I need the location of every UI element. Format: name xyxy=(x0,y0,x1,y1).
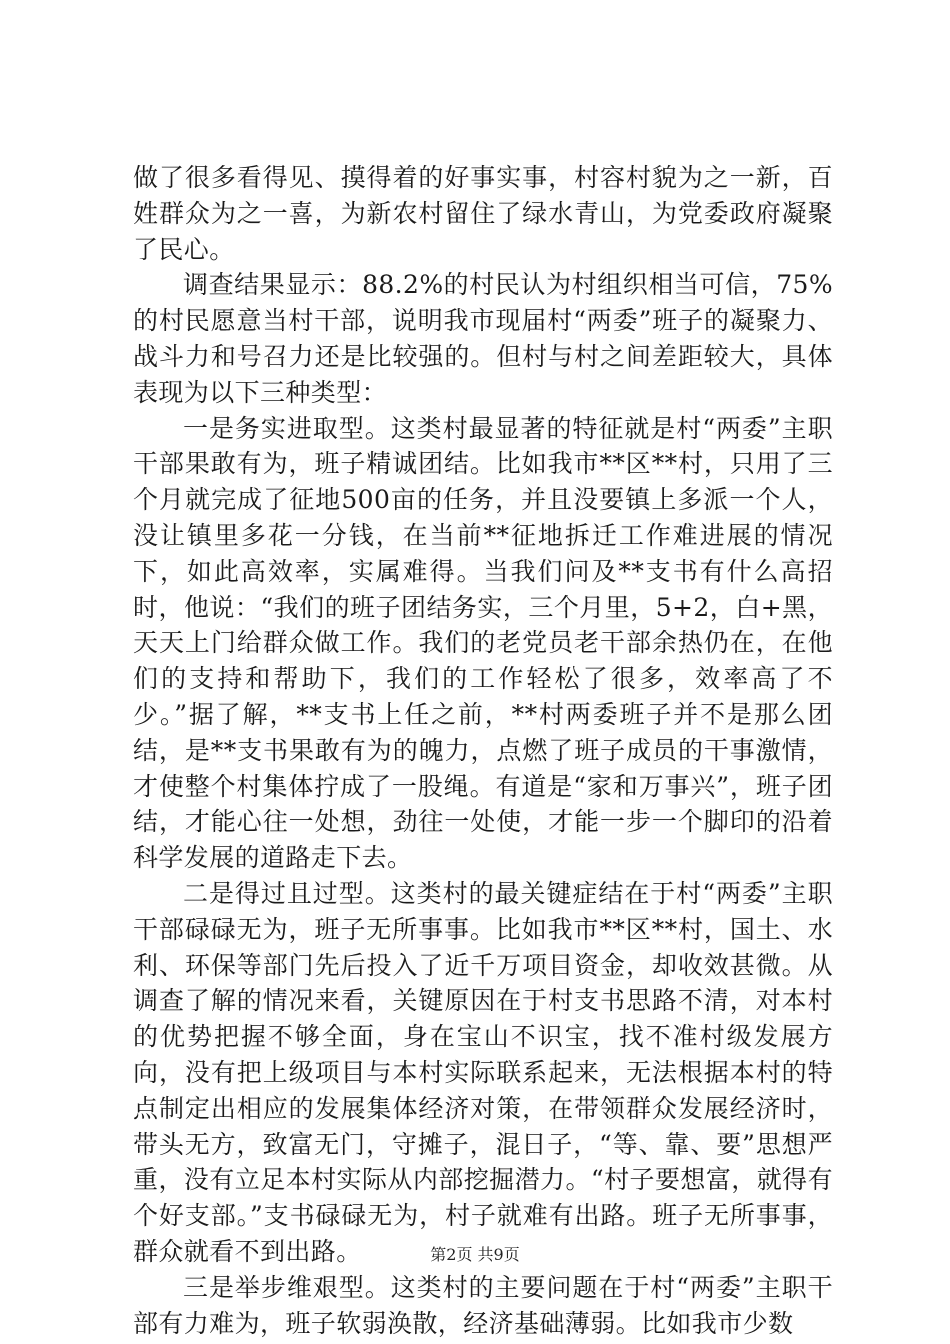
paragraph-type-three: 三是举步维艰型。这类村的主要问题在于村“两委”主职干部有力难为，班子软弱涣散，经济基础薄弱。比如我市少数 xyxy=(133,1272,833,1338)
paragraph-survey-results: 调查结果显示：88.2%的村民认为村组织相当可信，75%的村民愿意当村干部，说明我市现届村“两委”班子的凝聚力、战斗力和号召力还是比较强的。但村与村之间差距较大，具体表现为以下三种类型： xyxy=(133,270,833,407)
document-body xyxy=(133,160,833,1341)
paragraph-continued: 做了很多看得见、摸得着的好事实事，村容村貌为之一新，百姓群众为之一喜，为新农村留住了绿水青山，为党委政府凝聚了民心。 xyxy=(133,163,833,264)
paragraph-type-one: 一是务实进取型。这类村最显著的特征就是村“两委”主职干部果敢有为，班子精诚团结。比如我市**区**村，只用了三个月就完成了征地500亩的任务，并且没要镇上多派一个人，没让镇里多花一分钱，在当前**征地拆迁工作难进展的情况下，如此高效率，实属难得。当我们问及**支书有什么高招时，他说：“我们的班子团结务实，三个月里，5+2，白+黑，天天上门给群众做工作。我们的老党员老干部余热仍在，在他们的支持和帮助下，我们的工作轻松了很多，效率高了不少。”据了解，**支书上任之前，**村两委班子并不是那么团结，是**支书果敢有为的魄力，点燃了班子成员的干事激情，才使整个村集体拧成了一股绳。有道是“家和万事兴”，班子团结，才能心往一处想，劲往一处使，才能一步一个脚印的沿着科学发展的道路走下去。 xyxy=(133,413,833,873)
paragraph-type-two: 二是得过且过型。这类村的最关键症结在于村“两委”主职干部碌碌无为，班子无所事事。比如我市**区**村，国土、水利、环保等部门先后投入了近千万项目资金，却收效甚微。从调查了解的情况来看，关键原因在于村支书思路不清，对本村的优势把握不够全面，身在宝山不识宝，找不准村级发展方向，没有把上级项目与本村实际联系起来，无法根据本村的特点制定出相应的发展集体经济对策，在带领群众发展经济时，带头无方，致富无门，守摊子，混日子，“等、靠、要”思想严重，没有立足本村实际从内部挖掘潜力。“村子要想富，就得有个好支部。”支书碌碌无为，村子就难有出路。班子无所事事，群众就看不到出路。 xyxy=(133,878,833,1266)
page-number-footer: 第2页 共9页 xyxy=(430,1245,520,1264)
